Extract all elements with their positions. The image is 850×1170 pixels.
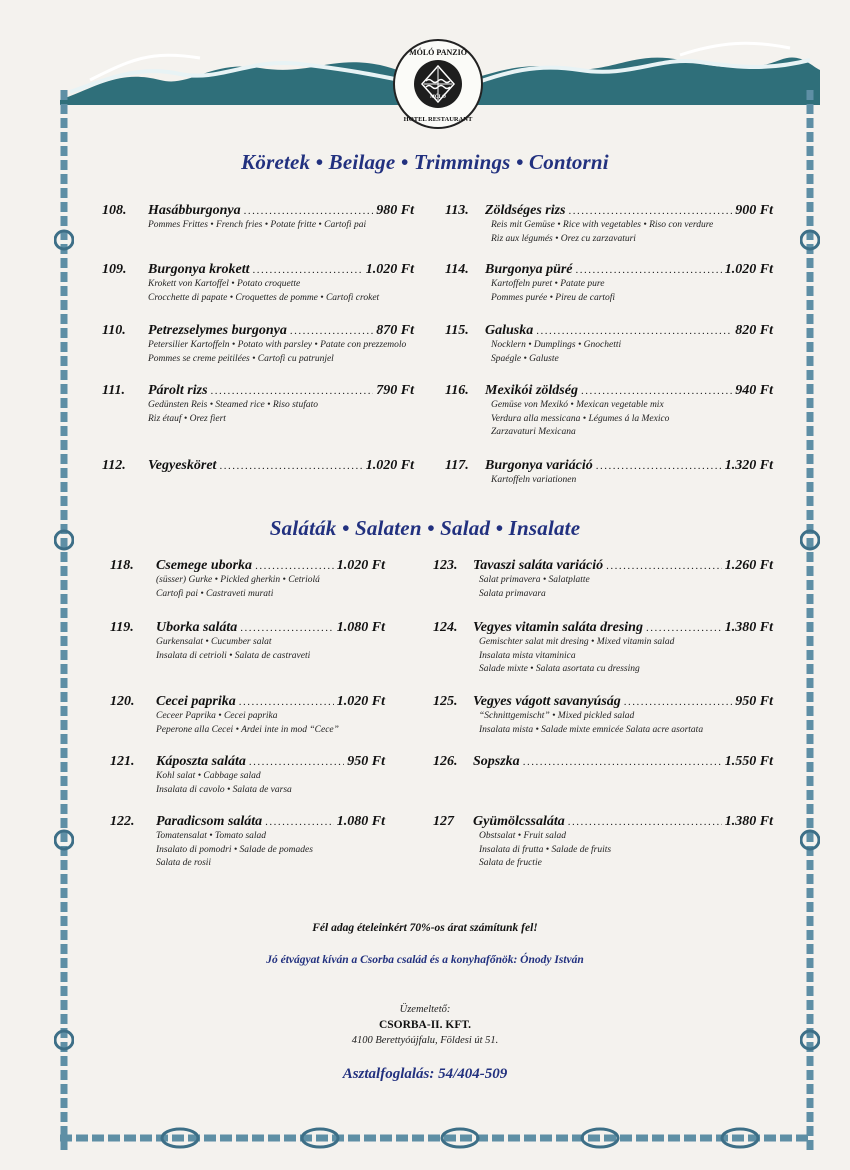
menu-item-header	[445, 262, 773, 278]
menu-item	[102, 323, 414, 366]
menu-item	[102, 458, 414, 474]
item-number: 114.	[445, 262, 469, 277]
item-price: 870 Ft	[376, 323, 414, 338]
item-name: Uborka saláta	[156, 620, 238, 635]
item-name: Petrezselymes burgonya	[148, 323, 287, 338]
item-name: Vegyes vágott savanyúság	[473, 694, 621, 709]
item-description: Gemischter salat mit dresing • Mixed vitamin salad	[479, 637, 675, 647]
menu-item-header	[110, 694, 385, 710]
molo-logo	[392, 38, 484, 130]
dot-leader	[536, 325, 732, 337]
menu-item-header	[102, 262, 414, 278]
item-price: 1.080 Ft	[336, 814, 385, 829]
item-number: 117.	[445, 458, 469, 473]
item-description: Zarzavaturi Mexicana	[491, 427, 576, 437]
item-number: 111.	[102, 383, 125, 398]
item-description: Gemüse von Mexikó • Mexican vegetable mix	[491, 400, 664, 410]
dot-leader	[211, 385, 374, 397]
menu-item	[102, 203, 414, 233]
menu-item	[102, 262, 414, 305]
item-price: 950 Ft	[735, 694, 773, 709]
item-price: 980 Ft	[376, 203, 414, 218]
item-name: Burgonya krokett	[148, 262, 250, 277]
operator-label: Üzemeltető:	[399, 1004, 451, 1015]
item-number: 110.	[102, 323, 126, 338]
item-name: Káposzta saláta	[156, 754, 246, 769]
item-number: 119.	[110, 620, 134, 635]
item-description: Insalata di frutta • Salade de fruits	[479, 844, 612, 855]
item-number: 124.	[433, 620, 458, 635]
item-number: 109.	[102, 262, 127, 277]
item-description: Crocchette di papate • Croquettes de pomme • Cartofi croket	[148, 292, 380, 303]
item-number: 126.	[433, 754, 458, 769]
item-description: Insalata mista • Salade mixte emnicée Salata acre asortata	[479, 724, 704, 735]
item-name: Vegyesköret	[148, 458, 217, 473]
menu-item	[445, 203, 773, 246]
item-name: Burgonya püré	[485, 262, 573, 277]
item-description: Salata de fructie	[479, 858, 542, 868]
item-price: 820 Ft	[735, 323, 773, 338]
dot-leader	[244, 205, 374, 217]
item-name: Vegyes vitamin saláta dresing	[473, 620, 643, 635]
dot-leader	[240, 622, 333, 634]
item-description: Insalata mista vitaminica	[479, 650, 576, 661]
menu-item-header	[102, 203, 414, 219]
item-number: 112.	[102, 458, 126, 473]
menu-item-header	[102, 323, 414, 339]
dot-leader	[624, 696, 733, 708]
menu-item	[445, 458, 773, 488]
dot-leader	[265, 816, 334, 828]
section-title-koretek: Köretek • Beilage • Trimmings • Contorni	[241, 150, 609, 174]
logo-bottom-text: HOTEL RESTAURANT	[403, 116, 473, 123]
menu-item	[110, 558, 385, 601]
item-description: Verdura alla messicana • Légumes á la Mexico	[491, 413, 670, 424]
item-description: Ceceer Paprika • Cecei paprika	[156, 711, 278, 721]
dot-leader	[581, 385, 732, 397]
item-price: 950 Ft	[347, 754, 385, 769]
item-number: 125.	[433, 694, 458, 709]
logo-center-text: MÓLÓ	[430, 95, 446, 100]
menu-item-header	[433, 814, 773, 830]
item-description: Kartoffeln puret • Patate pure	[491, 279, 605, 289]
item-description: Insalata di cetrioli • Salata de castraveti	[156, 650, 311, 661]
item-description: (süsser) Gurke • Pickled gherkin • Cetriolá	[156, 575, 320, 585]
item-description: Cartofi pai • Castraveti murati	[156, 588, 274, 599]
item-price: 790 Ft	[376, 383, 414, 398]
menu-item-header	[110, 558, 385, 574]
item-description: Insalato di pomodri • Salade de pomades	[156, 844, 313, 855]
item-description: Kartoffeln variationen	[491, 475, 577, 485]
half-portion-note: Fél adag ételeinkért 70%-os árat számítunk fel!	[312, 922, 538, 934]
menu-item	[110, 694, 385, 737]
item-description: Obstsalat • Fruit salad	[479, 831, 566, 841]
item-number: 113.	[445, 203, 469, 218]
rope-border-right	[800, 90, 820, 1150]
item-number: 121.	[110, 754, 135, 769]
menu-item-header	[102, 458, 414, 474]
menu-item	[445, 383, 773, 440]
dot-leader	[219, 460, 362, 472]
item-price: 1.020 Ft	[724, 262, 773, 277]
menu-item	[445, 262, 773, 305]
item-description: Pommes purée • Pireu de cartofi	[491, 292, 616, 303]
item-description: Peperone alla Cecei • Ardei inte in mod “Cece”	[156, 724, 339, 735]
dot-leader	[249, 756, 344, 768]
item-name: Csemege uborka	[156, 558, 253, 573]
menu-item	[433, 558, 773, 601]
item-description: Riz étauf • Orez fiert	[148, 413, 226, 424]
item-price: 1.020 Ft	[365, 458, 414, 473]
dot-leader	[576, 264, 722, 276]
item-description: Kohl salat • Cabbage salad	[156, 771, 261, 781]
menu-item	[102, 383, 414, 426]
item-name: Párolt rizs	[148, 383, 208, 398]
menu-item	[445, 323, 773, 366]
menu-item-header	[110, 754, 385, 770]
item-price: 1.380 Ft	[724, 814, 773, 829]
menu-item-header	[433, 694, 773, 710]
item-number: 118.	[110, 558, 134, 573]
item-price: 1.020 Ft	[365, 262, 414, 277]
reservation-phone: Asztalfoglalás: 54/404-509	[342, 1066, 508, 1082]
item-description: Gedünsten Reis • Steamed rice • Riso stufato	[148, 400, 318, 410]
item-price: 1.020 Ft	[336, 694, 385, 709]
item-name: Paradicsom saláta	[156, 814, 263, 829]
item-number: 127	[433, 814, 454, 829]
item-name: Cecei paprika	[156, 694, 236, 709]
item-number: 120.	[110, 694, 135, 709]
menu-item	[433, 694, 773, 737]
item-price: 1.380 Ft	[724, 620, 773, 635]
menu-item-header	[445, 458, 773, 474]
dot-leader	[568, 816, 722, 828]
item-price: 1.260 Ft	[724, 558, 773, 573]
item-description: Spaégle • Galuste	[491, 353, 559, 364]
menu-item	[110, 620, 385, 663]
menu-item-header	[433, 754, 773, 770]
item-price: 900 Ft	[735, 203, 773, 218]
item-number: 108.	[102, 203, 127, 218]
item-name: Tavaszi saláta variáció	[473, 558, 604, 573]
dot-leader	[255, 560, 334, 572]
menu-item	[433, 814, 773, 871]
menu-item	[433, 620, 773, 677]
item-name: Sopszka	[473, 754, 520, 769]
item-description: Gurkensalat • Cucumber salat	[156, 637, 272, 647]
item-name: Zöldséges rizs	[485, 203, 566, 218]
dot-leader	[290, 325, 373, 337]
dot-leader	[523, 756, 722, 768]
menu-item-header	[445, 383, 773, 399]
item-description: Insalata di cavolo • Salata de varsa	[156, 784, 292, 795]
item-description: Salata de rosii	[156, 858, 212, 868]
dot-leader	[253, 264, 363, 276]
item-number: 115.	[445, 323, 469, 338]
item-description: Tomatensalat • Tomato salad	[156, 831, 267, 841]
item-name: Hasábburgonya	[148, 203, 241, 218]
dot-leader	[239, 696, 334, 708]
menu-item	[110, 814, 385, 871]
logo-top-text: MÓLÓ PANZIÓ	[409, 48, 467, 57]
rope-border-left	[54, 90, 74, 1150]
item-description: Pommes se creme peitilées • Cartofi cu patrunjel	[148, 353, 334, 364]
menu-item-header	[445, 323, 773, 339]
menu-item-header	[433, 558, 773, 574]
item-name: Mexikói zöldség	[485, 383, 578, 398]
item-description: Salade mixte • Salata asortata cu dressing	[479, 664, 640, 674]
item-description: Petersilier Kartoffeln • Potato with parsley • Patate con prezzemolo	[148, 340, 407, 350]
item-name: Gyümölcssaláta	[473, 814, 565, 829]
item-description: Reis mit Gemüse • Rice with vegetables • Riso con verdure	[491, 220, 714, 230]
menu-item-header	[445, 203, 773, 219]
item-price: 1.550 Ft	[724, 754, 773, 769]
item-description: Riz aux légumés • Orez cu zarzavaturi	[491, 233, 636, 244]
menu-item-header	[433, 620, 773, 636]
menu-item-header	[102, 383, 414, 399]
company-name: CSORBA-II. KFT.	[378, 1019, 472, 1031]
greeting-note: Jó étvágyat kíván a Csorba család és a konyhafőnök: Ónody István	[266, 954, 584, 966]
item-price: 1.080 Ft	[336, 620, 385, 635]
item-description: Pommes Frittes • French fries • Potate fritte • Cartofi pai	[148, 220, 367, 230]
item-price: 940 Ft	[735, 383, 773, 398]
item-name: Galuska	[485, 323, 534, 338]
dot-leader	[569, 205, 733, 217]
item-number: 122.	[110, 814, 135, 829]
item-description: Salata primavara	[479, 588, 546, 599]
rope-border-bottom	[60, 1126, 810, 1150]
menu-item-header	[110, 620, 385, 636]
item-description: Krokett von Kartoffel • Potato croquette	[148, 279, 301, 289]
section-title-salatak: Saláták • Salaten • Salad • Insalate	[269, 516, 581, 540]
item-number: 123.	[433, 558, 458, 573]
company-address: 4100 Berettyóújfalu, Földesi út 51.	[351, 1035, 499, 1046]
dot-leader	[646, 622, 722, 634]
item-description: Salat primavera • Salatplatte	[479, 575, 590, 585]
item-name: Burgonya variáció	[485, 458, 593, 473]
item-number: 116.	[445, 383, 469, 398]
menu-item	[110, 754, 385, 797]
item-price: 1.320 Ft	[724, 458, 773, 473]
item-description: Nocklern • Dumplings • Gnochetti	[491, 340, 622, 350]
dot-leader	[606, 560, 722, 572]
item-description: “Schnittgemischt” • Mixed pickled salad	[479, 711, 635, 721]
item-price: 1.020 Ft	[336, 558, 385, 573]
dot-leader	[596, 460, 722, 472]
menu-item	[433, 754, 773, 770]
menu-item-header	[110, 814, 385, 830]
